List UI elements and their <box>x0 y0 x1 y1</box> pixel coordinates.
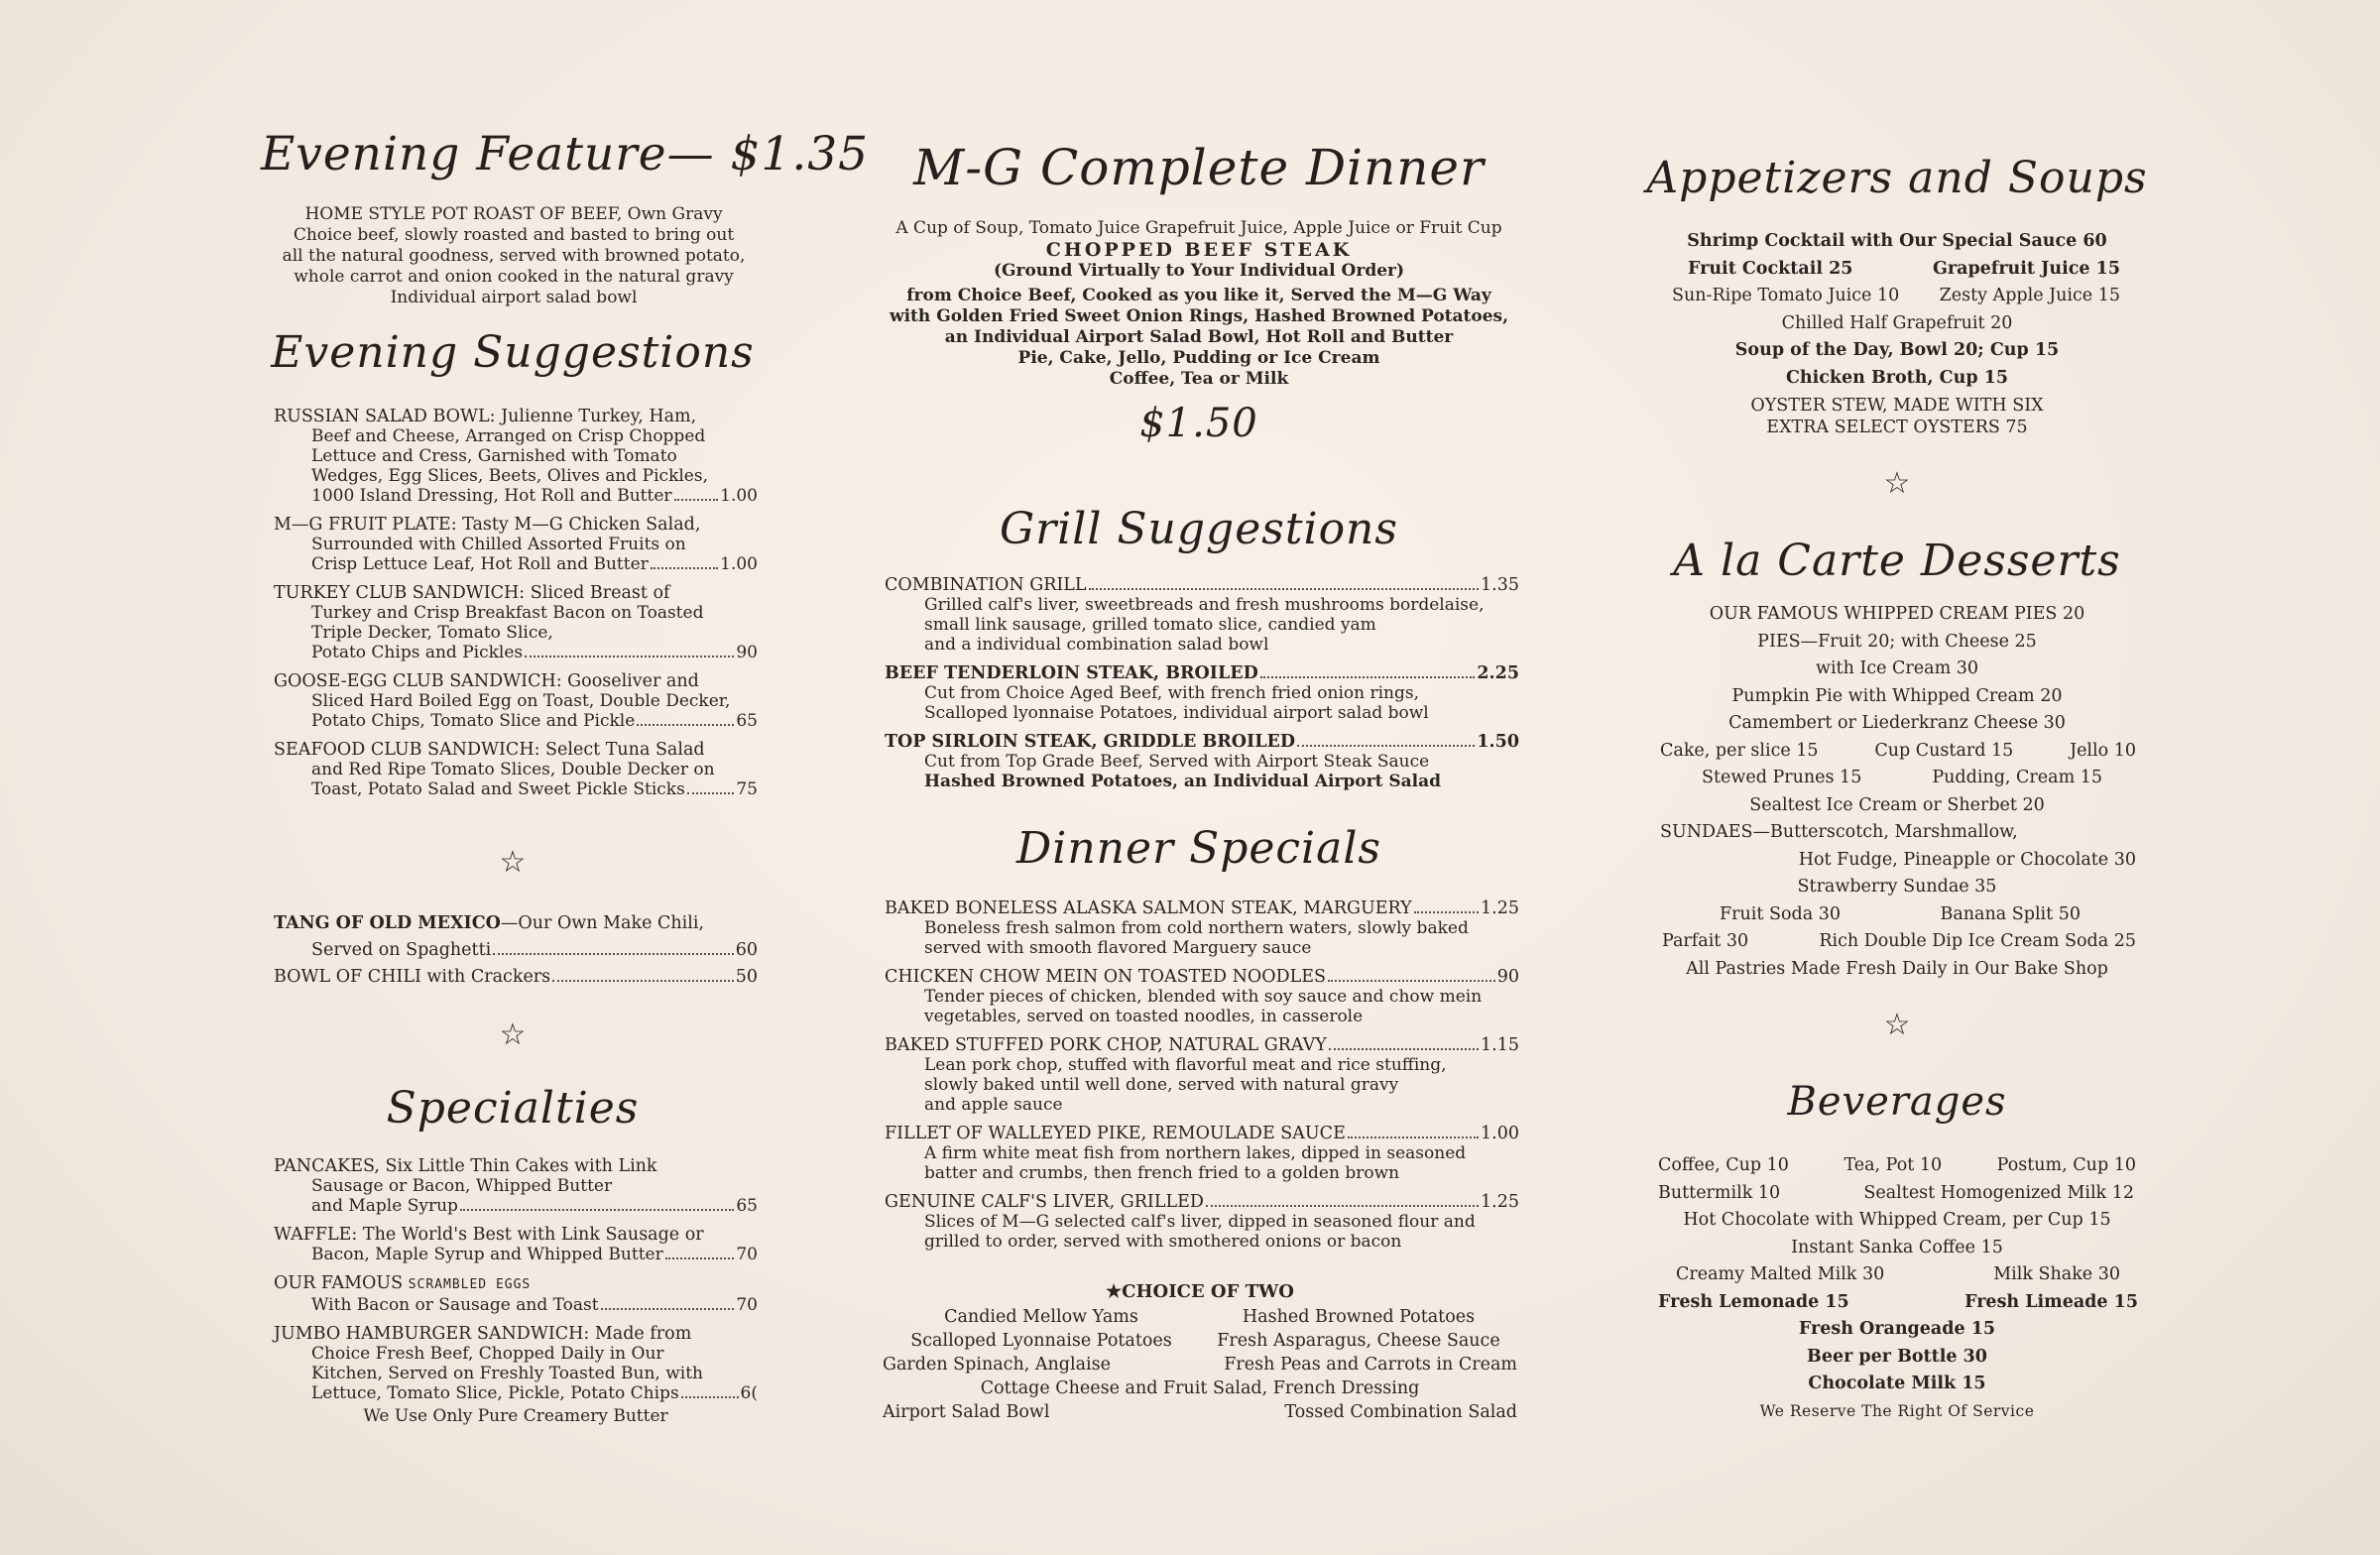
evening-feature-text <box>256 204 772 308</box>
dinner-line: with Golden Fried Sweet Onion Rings, Hashed Browned Potatoes, <box>889 306 1509 326</box>
appetizer-line: Soup of the Day, Bowl 20; Cup 15 <box>1734 340 2060 360</box>
item-title: BEEF TENDERLOIN STEAK, BROILED <box>885 663 1258 683</box>
dessert-line: Strawberry Sundae 35 <box>1797 877 1997 897</box>
dot-leader <box>651 567 718 569</box>
item-title-line <box>885 663 1519 683</box>
item-last-text: Lettuce, Tomato Slice, Pickle, Potato Chips <box>311 1383 679 1403</box>
item-title: RUSSIAN SALAD BOWL: Julienne Turkey, Ham, <box>274 407 697 426</box>
item-price: 6( <box>740 1383 758 1403</box>
dot-leader <box>1206 1205 1479 1207</box>
evening-suggestions-title: Evening Suggestions <box>271 327 755 378</box>
item-title-line <box>885 732 1519 752</box>
choice-option: Cottage Cheese and Fruit Salad, French Dressing <box>980 1378 1420 1398</box>
item-last-line <box>274 643 758 662</box>
appetizer-line: Shrimp Cocktail with Our Special Sauce 60 <box>1687 231 2107 251</box>
appetizers-title: Appetizers and Soups <box>1646 153 2148 203</box>
star-icon: ☆ <box>1883 466 1911 501</box>
item-line: Cut from Choice Aged Beef, with french fried onion rings, <box>924 683 1420 703</box>
item-last-line <box>274 1383 758 1403</box>
item-line: Lettuce and Cress, Garnished with Tomato <box>311 446 677 466</box>
item-title: CHICKEN CHOW MEIN ON TOASTED NOODLES <box>885 967 1327 987</box>
desserts-list <box>1654 601 2140 983</box>
feature-line: Individual airport salad bowl <box>390 288 638 307</box>
menu-item <box>274 1225 758 1264</box>
item-last-line <box>274 554 758 574</box>
dot-leader <box>665 1257 735 1259</box>
dinner-specials-title: Dinner Specials <box>1015 823 1382 874</box>
choice-option: Fresh Asparagus, Cheese Sauce <box>1217 1331 1500 1351</box>
beverage-item: Creamy Malted Milk 30 <box>1676 1264 1885 1284</box>
item-line: Sausage or Bacon, Whipped Butter <box>311 1176 613 1196</box>
dessert-line: PIES—Fruit 20; with Cheese 25 <box>1757 631 2037 652</box>
menu-item <box>274 671 758 731</box>
item-title-line <box>885 898 1519 918</box>
item-line: Sliced Hard Boiled Egg on Toast, Double Decker, <box>311 691 731 711</box>
menu-item <box>274 740 758 799</box>
dessert-row <box>1654 738 2140 766</box>
dinner-line: from Choice Beef, Cooked as you like it, Served the M—G Way <box>906 286 1491 305</box>
dot-leader <box>637 724 734 726</box>
dot-leader <box>552 980 734 982</box>
chili-title <box>274 910 758 937</box>
item-line: Boneless fresh salmon from cold northern waters, slowly baked <box>924 918 1469 938</box>
dessert-line: Camembert or Liederkranz Cheese 30 <box>1728 713 2066 733</box>
specials-list <box>885 898 1519 1260</box>
item-line: Hashed Browned Potatoes, an Individual Airport Salad <box>924 772 1441 791</box>
item-last-text: 1000 Island Dressing, Hot Roll and Butter <box>311 486 672 506</box>
choice-option: Fresh Peas and Carrots in Cream <box>1224 1355 1517 1375</box>
beverage-row <box>1654 1289 2140 1317</box>
item-price: 75 <box>736 779 758 799</box>
item-line: and a individual combination salad bowl <box>924 635 1269 655</box>
beverage-item: Tea, Pot 10 <box>1844 1155 1943 1175</box>
item-last-line <box>274 486 758 506</box>
butter-footer: We Use Only Pure Creamery Butter <box>363 1406 668 1426</box>
dot-leader <box>1089 588 1479 590</box>
menu-item <box>274 1324 758 1403</box>
item-price: 90 <box>736 643 758 662</box>
item-line: Kitchen, Served on Freshly Toasted Bun, with <box>311 1364 703 1383</box>
beverage-line: Beer per Bottle 30 <box>1807 1346 1987 1367</box>
dessert-line: with Ice Cream 30 <box>1815 658 1979 678</box>
menu-item <box>274 583 758 662</box>
item-line: Scalloped lyonnaise Potatoes, individual airport salad bowl <box>924 703 1429 723</box>
beverage-row <box>1654 1152 2140 1180</box>
dot-leader <box>674 499 719 501</box>
item-title: TOP SIRLOIN STEAK, GRIDDLE BROILED <box>885 732 1296 752</box>
beverage-item: Fresh Lemonade 15 <box>1658 1291 1849 1312</box>
beverage-item: Buttermilk 10 <box>1658 1182 1781 1203</box>
dessert-item: Cup Custard 15 <box>1874 740 2014 761</box>
beverage-item: Coffee, Cup 10 <box>1658 1155 1789 1175</box>
dessert-line: Hot Fudge, Pineapple or Chocolate 30 <box>1798 849 2136 870</box>
grill-suggestions-title: Grill Suggestions <box>1000 504 1398 554</box>
feature-line: HOME STYLE POT ROAST OF BEEF, Own Gravy <box>304 204 723 224</box>
item-last-text: Toast, Potato Salad and Sweet Pickle Sticks <box>311 779 685 799</box>
choice-title: ★CHOICE OF TWO <box>1106 1281 1294 1302</box>
item-line: Triple Decker, Tomato Slice, <box>311 623 553 643</box>
beverage-item: Milk Shake 30 <box>1993 1264 2120 1284</box>
menu-item <box>885 1192 1519 1252</box>
dessert-line: Sealtest Ice Cream or Sherbet 20 <box>1749 794 2045 815</box>
item-title <box>274 1273 758 1295</box>
chili-title-rest: —Our Own Make Chili, <box>500 913 705 933</box>
appetizer-line: EXTRA SELECT OYSTERS 75 <box>1766 418 2028 437</box>
item-title: GOOSE-EGG CLUB SANDWICH: Gooseliver and <box>274 671 699 691</box>
choice-row <box>883 1353 1517 1376</box>
menu-item <box>885 663 1519 723</box>
chopped-steak-heading: CHOPPED BEEF STEAK <box>1045 239 1353 261</box>
grill-list <box>885 575 1519 800</box>
item-price: 65 <box>736 1196 758 1216</box>
star-icon: ☆ <box>1883 1008 1911 1042</box>
choice-row <box>883 1329 1517 1353</box>
dot-leader <box>1328 980 1495 982</box>
item-line: and Red Ripe Tomato Slices, Double Decker on <box>311 760 715 779</box>
menu-item <box>885 732 1519 791</box>
beverages-list <box>1654 1152 2140 1424</box>
dot-leader <box>681 1396 739 1398</box>
evening-suggestions-list <box>274 407 758 808</box>
dessert-row <box>1654 765 2140 792</box>
dessert-line: SUNDAES—Butterscotch, Marshmallow, <box>1660 822 2018 842</box>
item-line: Wedges, Egg Slices, Beets, Olives and Pickles, <box>311 466 708 486</box>
chili-bowl-text: BOWL OF CHILI with Crackers <box>274 967 551 987</box>
feature-line: all the natural goodness, served with browned potato, <box>282 246 746 266</box>
item-price: 1.15 <box>1481 1035 1519 1055</box>
item-title: WAFFLE: The World's Best with Link Sausage or <box>274 1225 704 1245</box>
dessert-item: Pudding, Cream 15 <box>1932 768 2102 787</box>
item-price: 1.00 <box>720 486 758 506</box>
item-line: Grilled calf's liver, sweetbreads and fresh mushrooms bordelaise, <box>924 595 1485 615</box>
chili-bowl-line <box>274 964 758 991</box>
dot-leader <box>1297 745 1475 747</box>
appetizer-row <box>1654 283 2140 310</box>
choice-row <box>883 1305 1517 1329</box>
beverage-row <box>1654 1180 2140 1208</box>
complete-dinner-price: $1.50 <box>1139 401 1258 446</box>
item-title: GENUINE CALF'S LIVER, GRILLED <box>885 1192 1204 1212</box>
chili-line <box>274 937 758 964</box>
item-line: batter and crumbs, then french fried to a golden brown <box>924 1163 1400 1183</box>
item-price: 65 <box>736 711 758 731</box>
item-price: 1.50 <box>1477 732 1519 752</box>
item-title: SEAFOOD CLUB SANDWICH: Select Tuna Salad <box>274 740 705 760</box>
dessert-row <box>1654 928 2140 956</box>
complete-dinner-title: M-G Complete Dinner <box>913 139 1485 196</box>
feature-line: whole carrot and onion cooked in the natural gravy <box>294 267 734 287</box>
item-line: Cut from Top Grade Beef, Served with Airport Steak Sauce <box>924 752 1430 772</box>
appetizer-item: Sun-Ripe Tomato Juice 10 <box>1672 286 1900 305</box>
menu-item <box>885 575 1519 655</box>
item-line: slowly baked until well done, served with natural gravy <box>924 1075 1399 1095</box>
desserts-title: A la Carte Desserts <box>1673 536 2121 586</box>
choice-option: Scalloped Lyonnaise Potatoes <box>910 1331 1172 1351</box>
item-line: Tender pieces of chicken, blended with soy sauce and chow mein <box>924 987 1483 1007</box>
beverage-line: Fresh Orangeade 15 <box>1798 1319 1996 1339</box>
beverage-item: Fresh Limeade 15 <box>1964 1291 2138 1312</box>
chili-title-bold: TANG OF OLD MEXICO <box>274 913 501 933</box>
appetizer-line: Chilled Half Grapefruit 20 <box>1781 312 2013 333</box>
item-line: Surrounded with Chilled Assorted Fruits on <box>311 535 686 554</box>
dot-leader <box>525 656 734 658</box>
beverage-item: Postum, Cup 10 <box>1996 1155 2136 1175</box>
reserve-footer: We Reserve The Right Of Service <box>1759 1401 2035 1420</box>
chili-line-text: Served on Spaghetti <box>311 940 492 960</box>
dessert-item: Rich Double Dip Ice Cream Soda 25 <box>1819 931 2136 951</box>
item-price: 90 <box>1496 967 1519 987</box>
dinner-line: Coffee, Tea or Milk <box>1109 369 1289 389</box>
menu-item <box>885 967 1519 1026</box>
beverage-item: Sealtest Homogenized Milk 12 <box>1863 1182 2134 1203</box>
dinner-line: an Individual Airport Salad Bowl, Hot Roll and Butter <box>944 327 1454 347</box>
item-last-text: Crisp Lettuce Leaf, Hot Roll and Butter <box>311 554 649 574</box>
item-line: Beef and Cheese, Arranged on Crisp Chopped <box>311 426 706 446</box>
item-line: and apple sauce <box>924 1095 1063 1115</box>
choice-option: Garden Spinach, Anglaise <box>883 1355 1111 1375</box>
item-last-text: Bacon, Maple Syrup and Whipped Butter <box>311 1245 663 1264</box>
dessert-line: OUR FAMOUS WHIPPED CREAM PIES 20 <box>1709 604 2085 624</box>
menu-item <box>274 1156 758 1216</box>
dinner-line: A Cup of Soup, Tomato Juice Grapefruit Juice, Apple Juice or Fruit Cup <box>895 218 1502 238</box>
appetizer-row <box>1654 256 2140 284</box>
choice-option: Hashed Browned Potatoes <box>1242 1307 1476 1327</box>
item-line: small link sausage, grilled tomato slice, candied yam <box>924 615 1376 635</box>
appetizer-item: Zesty Apple Juice 15 <box>1939 286 2120 305</box>
item-title-line <box>885 967 1519 987</box>
item-line: Turkey and Crisp Breakfast Bacon on Toasted <box>311 603 704 623</box>
menu-item <box>274 1273 758 1315</box>
item-title: TURKEY CLUB SANDWICH: Sliced Breast of <box>274 583 670 603</box>
menu-item <box>885 1124 1519 1183</box>
item-price: 1.25 <box>1481 898 1519 918</box>
dessert-item: Cake, per slice 15 <box>1660 740 1819 761</box>
dot-leader <box>1348 1136 1479 1138</box>
item-title: JUMBO HAMBURGER SANDWICH: Made from <box>274 1324 692 1344</box>
dot-leader <box>687 792 735 794</box>
item-title-line <box>885 1124 1519 1143</box>
item-price: 1.00 <box>1481 1124 1519 1143</box>
item-last-line <box>274 1295 758 1315</box>
dessert-item: Banana Split 50 <box>1940 903 2081 924</box>
item-line: served with smooth flavored Marguery sauce <box>924 938 1312 958</box>
appetizer-item: Grapefruit Juice 15 <box>1932 258 2120 279</box>
appetizer-item: Fruit Cocktail 25 <box>1688 258 1853 279</box>
item-title-line <box>885 1035 1519 1055</box>
item-line: Slices of M—G selected calf's liver, dipped in seasoned flour and <box>924 1212 1476 1232</box>
beverages-title: Beverages <box>1787 1079 2007 1125</box>
menu-item <box>274 515 758 574</box>
item-title-line <box>885 575 1519 595</box>
complete-dinner-text <box>867 218 1531 390</box>
dessert-item: Stewed Prunes 15 <box>1702 768 1862 787</box>
dessert-item: Parfait 30 <box>1662 931 1749 951</box>
handwritten-note: SCRAMBLED EGGS <box>408 1277 532 1292</box>
beverage-line: Instant Sanka Coffee 15 <box>1791 1237 2003 1257</box>
feature-line: Choice beef, slowly roasted and basted to bring out <box>293 225 735 245</box>
evening-feature-title: Evening Feature— $1.35 <box>261 127 870 181</box>
item-title: FILLET OF WALLEYED PIKE, REMOULADE SAUCE <box>885 1124 1346 1143</box>
dinner-line: Pie, Cake, Jello, Pudding or Ice Cream <box>1017 348 1380 368</box>
item-price: 1.00 <box>720 554 758 574</box>
item-line: Lean pork chop, stuffed with flavorful meat and rice stuffing, <box>924 1055 1447 1075</box>
item-price: 1.35 <box>1481 575 1519 595</box>
item-title-text: OUR FAMOUS <box>274 1273 404 1293</box>
item-last-line <box>274 1245 758 1264</box>
specialties-title: Specialties <box>386 1083 640 1134</box>
beverage-row <box>1654 1261 2140 1289</box>
dot-leader <box>460 1209 734 1211</box>
appetizers-list <box>1654 228 2140 438</box>
chili-section <box>274 910 758 991</box>
dessert-item: Jello 10 <box>2070 740 2136 761</box>
menu-item <box>885 1035 1519 1115</box>
dot-leader <box>1414 911 1479 913</box>
dot-leader <box>601 1308 735 1310</box>
item-last-text: and Maple Syrup <box>311 1196 458 1216</box>
dessert-item: Fruit Soda 30 <box>1720 903 1841 924</box>
choice-row <box>883 1400 1517 1424</box>
menu-item <box>274 407 758 506</box>
item-title: BAKED BONELESS ALASKA SALMON STEAK, MARGUERY <box>885 898 1412 918</box>
choice-option: Airport Salad Bowl <box>883 1402 1050 1422</box>
choice-option: Candied Mellow Yams <box>944 1307 1138 1327</box>
item-price: 2.25 <box>1477 663 1519 683</box>
menu-item <box>885 898 1519 958</box>
choice-of-two <box>883 1279 1517 1424</box>
item-price: 1.25 <box>1481 1192 1519 1212</box>
specialties-list <box>274 1156 758 1427</box>
beverage-line: Chocolate Milk 15 <box>1808 1374 1986 1393</box>
item-title: M—G FRUIT PLATE: Tasty M—G Chicken Salad, <box>274 515 701 535</box>
beverage-line: Hot Chocolate with Whipped Cream, per Cup 15 <box>1683 1210 2111 1230</box>
dessert-line: Pumpkin Pie with Whipped Cream 20 <box>1731 685 2063 706</box>
item-title-line <box>885 1192 1519 1212</box>
chili-price: 60 <box>735 940 758 960</box>
appetizer-line: OYSTER STEW, MADE WITH SIX <box>1750 396 2044 416</box>
star-icon: ☆ <box>499 845 527 880</box>
item-title: BAKED STUFFED PORK CHOP, NATURAL GRAVY <box>885 1035 1327 1055</box>
choice-option: Tossed Combination Salad <box>1284 1402 1517 1422</box>
item-last-line <box>274 779 758 799</box>
item-title: PANCAKES, Six Little Thin Cakes with Link <box>274 1156 657 1176</box>
item-line: A firm white meat fish from northern lakes, dipped in seasoned <box>924 1143 1467 1163</box>
appetizer-line: Chicken Broth, Cup 15 <box>1785 367 2009 388</box>
item-last-line <box>274 711 758 731</box>
item-title: COMBINATION GRILL <box>885 575 1087 595</box>
item-line: Choice Fresh Beef, Chopped Daily in Our <box>311 1344 664 1364</box>
dessert-line: All Pastries Made Fresh Daily in Our Bake Shop <box>1686 958 2108 979</box>
item-price: 70 <box>736 1295 758 1315</box>
chili-bowl-price: 50 <box>735 967 758 987</box>
item-last-text: Potato Chips, Tomato Slice and Pickle <box>311 711 636 731</box>
item-price: 70 <box>736 1245 758 1264</box>
item-line: grilled to order, served with smothered onions or bacon <box>924 1232 1402 1252</box>
dot-leader <box>1260 676 1476 678</box>
dot-leader <box>1329 1048 1479 1050</box>
item-last-line <box>274 1196 758 1216</box>
dot-leader <box>493 953 734 955</box>
item-line: vegetables, served on toasted noodles, in casserole <box>924 1007 1364 1026</box>
item-last-text: Potato Chips and Pickles <box>311 643 524 662</box>
star-icon: ☆ <box>499 1017 527 1052</box>
dinner-line: (Ground Virtually to Your Individual Order) <box>993 261 1405 281</box>
dessert-row <box>1654 901 2140 929</box>
item-last-text: With Bacon or Sausage and Toast <box>311 1295 599 1315</box>
